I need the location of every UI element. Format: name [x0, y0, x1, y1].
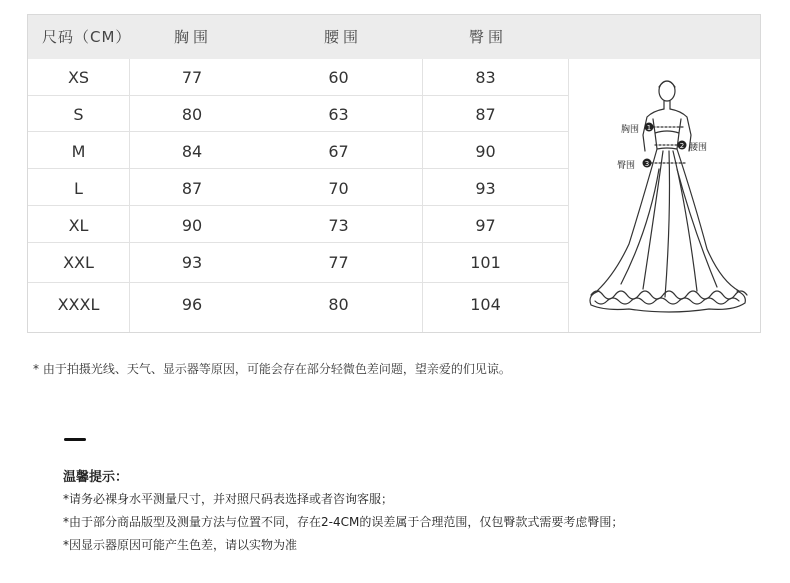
- size-cell: XS: [67, 68, 90, 87]
- waist-cell: 77: [328, 253, 349, 272]
- waist-cell: 80: [328, 295, 349, 314]
- waist-marker-number: 2: [679, 142, 685, 150]
- waist-cell: 67: [328, 142, 349, 161]
- hip-cell: 87: [475, 105, 496, 124]
- hip-cell: 104: [470, 295, 501, 314]
- header-size: 尺码（CM）: [42, 28, 132, 46]
- hip-label: 臀围: [617, 161, 636, 171]
- size-cell: L: [74, 179, 83, 198]
- section-divider-dash: [64, 438, 86, 441]
- bust-label: 胸围: [621, 125, 640, 135]
- bust-cell: 84: [181, 142, 203, 161]
- bust-marker-number: 1: [646, 124, 652, 132]
- table-body: [28, 59, 568, 332]
- size-cell: XL: [68, 216, 89, 235]
- size-chart-table: [27, 14, 761, 333]
- header-hip: 臀围: [469, 28, 508, 46]
- bust-cell: 80: [181, 105, 203, 124]
- bust-cell: 93: [181, 253, 203, 272]
- bust-cell: 87: [181, 179, 203, 198]
- color-disclaimer-note: * 由于拍摄光线、天气、显示器等原因，可能会存在部分轻微色差问题，望亲爱的们见谅。: [33, 362, 511, 376]
- header-bust: 胸围: [174, 28, 213, 46]
- waist-cell: 63: [328, 105, 349, 124]
- hip-cell: 90: [475, 142, 496, 161]
- tip-item: *由于部分商品版型及测量方法与位置不同，存在2-4CM的误差属于合理范围，仅包臀款式需要考虑臀围；: [63, 515, 624, 529]
- hip-cell: 93: [475, 179, 496, 198]
- size-cell: S: [73, 105, 84, 124]
- gown-figure-drawing: [569, 59, 761, 332]
- hip-cell: 83: [475, 68, 496, 87]
- table-header: [28, 15, 760, 59]
- waist-cell: 70: [328, 179, 349, 198]
- size-cell: XXL: [63, 253, 94, 272]
- waist-cell: 73: [328, 216, 349, 235]
- header-waist: 腰围: [324, 28, 363, 46]
- waist-label: 腰围: [689, 143, 708, 153]
- bust-cell: 96: [181, 295, 203, 314]
- hip-marker-number: 3: [644, 160, 650, 168]
- size-cell: XXXL: [57, 295, 100, 314]
- bust-cell: 77: [181, 68, 203, 87]
- bust-cell: 90: [181, 216, 203, 235]
- size-cell: M: [71, 142, 86, 161]
- tip-item: *因显示器原因可能产生色差，请以实物为准: [63, 538, 298, 552]
- tips-title: 温馨提示：: [63, 470, 129, 485]
- hip-cell: 97: [475, 216, 496, 235]
- hip-cell: 101: [470, 253, 501, 272]
- row-divider: [28, 282, 568, 283]
- tip-item: *请务必裸身水平测量尺寸，并对照尺码表选择或者咨询客服；: [63, 492, 394, 506]
- waist-cell: 60: [328, 68, 349, 87]
- measurement-illustration: [568, 59, 760, 332]
